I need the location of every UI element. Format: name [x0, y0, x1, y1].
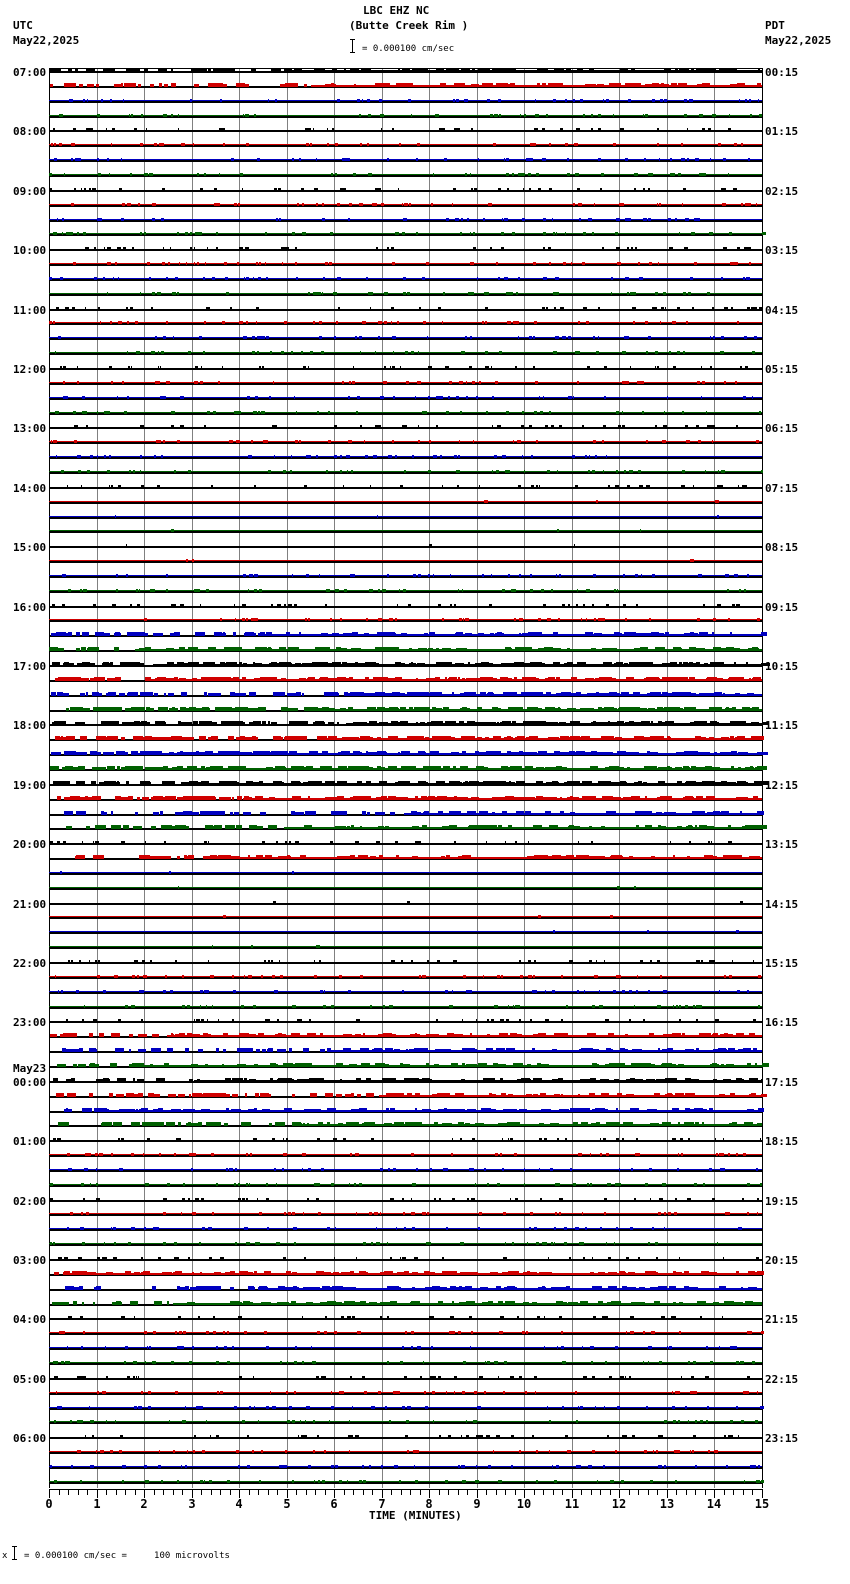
- pdt-hour-label: 19:15: [765, 1195, 799, 1208]
- x-axis-tick: [268, 1489, 269, 1495]
- x-axis-tick: [591, 1489, 592, 1495]
- trace-row: [49, 814, 762, 816]
- x-tick-label: 5: [283, 1497, 291, 1511]
- trace-row: [49, 383, 762, 385]
- x-axis-tick: [401, 1489, 402, 1495]
- utc-hour-label: 18:00: [13, 719, 47, 732]
- x-axis-tick: [676, 1489, 677, 1495]
- x-axis-tick: [410, 1489, 411, 1495]
- trace-row: [49, 739, 762, 741]
- trace-row: [49, 130, 762, 132]
- trace-row: [49, 992, 762, 994]
- trace-row: [49, 145, 762, 147]
- trace-row: [49, 1081, 762, 1083]
- x-tick-label: 15: [754, 1497, 770, 1511]
- x-axis-tick: [515, 1489, 516, 1495]
- trace-row: [49, 1467, 762, 1469]
- trace-row: [49, 784, 762, 786]
- x-axis-tick: [154, 1489, 155, 1495]
- title-station: LBC EHZ NC: [363, 4, 430, 17]
- utc-hour-label: 21:00: [13, 898, 47, 911]
- trace-row: [49, 932, 762, 934]
- trace-row: [49, 888, 762, 890]
- trace-row: [49, 190, 762, 192]
- trace-row: [49, 160, 762, 162]
- x-axis-tick: [59, 1489, 60, 1495]
- x-axis-tick: [106, 1489, 107, 1495]
- x-axis-tick: [230, 1489, 231, 1495]
- pdt-hour-label: 11:15: [765, 719, 799, 732]
- x-tick-label: 13: [659, 1497, 675, 1511]
- pdt-hour-label: 22:15: [765, 1373, 799, 1386]
- trace-row: [49, 1111, 762, 1113]
- trace-row: [49, 487, 762, 489]
- trace-row: [49, 502, 762, 504]
- trace-row: [49, 1170, 762, 1172]
- left-timezone: UTC: [13, 19, 33, 32]
- utc-hour-label: 12:00: [13, 363, 47, 376]
- x-axis-title: TIME (MINUTES): [369, 1509, 462, 1522]
- trace-row: [49, 220, 762, 222]
- pdt-hour-label: 06:15: [765, 422, 799, 435]
- x-axis-tick: [344, 1489, 345, 1495]
- utc-hour-label: 06:00: [13, 1432, 47, 1445]
- trace-row: [49, 1125, 762, 1127]
- x-axis-tick: [211, 1489, 212, 1495]
- trace-row: [49, 695, 762, 697]
- x-axis-tick: [353, 1489, 354, 1495]
- pdt-hour-label: 15:15: [765, 957, 799, 970]
- x-axis-tick: [686, 1489, 687, 1495]
- trace-row: [49, 1200, 762, 1202]
- trace-row: [49, 264, 762, 266]
- utc-hour-label: 03:00: [13, 1254, 47, 1267]
- trace-row: [49, 1363, 762, 1365]
- trace-row: [49, 962, 762, 964]
- trace-row: [49, 1051, 762, 1053]
- trace-row: [49, 323, 762, 325]
- x-axis-tick: [458, 1489, 459, 1495]
- x-axis-tick: [439, 1489, 440, 1495]
- x-tick-label: 7: [378, 1497, 386, 1511]
- footer-scale-prefix: x: [2, 1551, 8, 1561]
- utc-hour-label: 05:00: [13, 1373, 47, 1386]
- x-axis-tick: [173, 1489, 174, 1495]
- trace-row: [49, 86, 762, 88]
- x-axis-tick: [695, 1489, 696, 1495]
- scale-label: = 0.000100 cm/sec: [362, 44, 455, 54]
- trace-row: [49, 398, 762, 400]
- pdt-hour-label: 03:15: [765, 244, 799, 257]
- x-tick-label: 6: [330, 1497, 338, 1511]
- grid-line: [762, 68, 763, 1488]
- utc-hour-label: 22:00: [13, 957, 47, 970]
- trace-row: [49, 903, 762, 905]
- date-change-label: May23: [13, 1062, 47, 1075]
- x-axis-tick: [534, 1489, 535, 1495]
- trace-row: [49, 1096, 762, 1098]
- trace-row: [49, 858, 762, 860]
- footer-scale-text: = 0.000100 cm/sec = 100 microvolts: [24, 1551, 230, 1561]
- x-axis-tick: [315, 1489, 316, 1495]
- utc-hour-label: 13:00: [13, 422, 47, 435]
- x-axis-tick: [258, 1489, 259, 1495]
- trace-row: [49, 175, 762, 177]
- left-date: May22,2025: [13, 34, 80, 47]
- x-axis-tick: [220, 1489, 221, 1495]
- trace-row: [49, 1007, 762, 1009]
- right-date: May22,2025: [765, 34, 832, 47]
- utc-hour-label: 17:00: [13, 660, 47, 673]
- pdt-hour-label: 23:15: [765, 1432, 799, 1445]
- pdt-hour-label: 04:15: [765, 304, 799, 317]
- trace-row: [49, 591, 762, 593]
- utc-hour-label: 14:00: [13, 482, 47, 495]
- x-tick-label: 11: [564, 1497, 580, 1511]
- trace-row: [49, 116, 762, 118]
- x-axis-tick: [752, 1489, 753, 1495]
- trace-row: [49, 472, 762, 474]
- trace-row: [49, 546, 762, 548]
- x-axis-tick: [629, 1489, 630, 1495]
- trace-row: [49, 442, 762, 444]
- title-location: (Butte Creek Rim ): [349, 19, 469, 32]
- x-axis-tick: [543, 1489, 544, 1495]
- right-timezone: PDT: [765, 19, 785, 32]
- x-axis-tick: [372, 1489, 373, 1495]
- x-axis-tick: [306, 1489, 307, 1495]
- trace-row: [49, 205, 762, 207]
- x-axis-tick: [743, 1489, 744, 1495]
- trace-row: [49, 234, 762, 236]
- trace-row: [49, 1066, 762, 1068]
- trace-row: [49, 517, 762, 519]
- trace-row: [49, 576, 762, 578]
- utc-hour-label: 08:00: [13, 125, 47, 138]
- trace-row: [49, 1408, 762, 1410]
- trace-row: [49, 1437, 762, 1439]
- x-axis-tick: [467, 1489, 468, 1495]
- footer-scale-bar-icon: [14, 1546, 15, 1560]
- x-axis-tick: [87, 1489, 88, 1495]
- trace-row: [49, 1482, 762, 1484]
- trace-row: [49, 977, 762, 979]
- trace-row: [49, 606, 762, 608]
- trace-row: [49, 635, 762, 637]
- utc-hour-label: 16:00: [13, 601, 47, 614]
- trace-row: [49, 457, 762, 459]
- trace-row: [49, 1140, 762, 1142]
- x-axis-tick: [363, 1489, 364, 1495]
- trace-row: [49, 1155, 762, 1157]
- trace-row: [49, 427, 762, 429]
- x-axis-tick: [638, 1489, 639, 1495]
- x-axis-tick: [486, 1489, 487, 1495]
- pdt-hour-label: 00:15: [765, 66, 799, 79]
- utc-hour-label: 23:00: [13, 1016, 47, 1029]
- x-tick-label: 12: [611, 1497, 627, 1511]
- x-tick-label: 2: [140, 1497, 148, 1511]
- x-tick-label: 14: [706, 1497, 722, 1511]
- x-axis-tick: [581, 1489, 582, 1495]
- trace-row: [49, 1259, 762, 1261]
- x-axis-tick: [182, 1489, 183, 1495]
- trace-row: [49, 1393, 762, 1395]
- x-tick-label: 4: [235, 1497, 243, 1511]
- trace-row: [49, 338, 762, 340]
- x-axis-tick: [724, 1489, 725, 1495]
- trace-row: [49, 1289, 762, 1291]
- trace-row: [49, 1214, 762, 1216]
- x-axis-tick: [68, 1489, 69, 1495]
- utc-hour-label: 04:00: [13, 1313, 47, 1326]
- x-axis-tick: [135, 1489, 136, 1495]
- trace-row: [49, 710, 762, 712]
- x-axis-tick: [201, 1489, 202, 1495]
- x-axis-tick: [448, 1489, 449, 1495]
- pdt-hour-label: 20:15: [765, 1254, 799, 1267]
- trace-row: [49, 1318, 762, 1320]
- trace-row: [49, 1378, 762, 1380]
- pdt-hour-label: 08:15: [765, 541, 799, 554]
- x-axis-tick: [648, 1489, 649, 1495]
- x-axis-tick: [562, 1489, 563, 1495]
- trace-row: [49, 71, 762, 73]
- seismogram-plot: [49, 68, 762, 1488]
- pdt-hour-label: 01:15: [765, 125, 799, 138]
- pdt-hour-label: 05:15: [765, 363, 799, 376]
- trace-row: [49, 620, 762, 622]
- trace-row: [49, 828, 762, 830]
- x-axis-tick: [420, 1489, 421, 1495]
- x-tick-label: 0: [45, 1497, 53, 1511]
- pdt-hour-label: 17:15: [765, 1076, 799, 1089]
- trace-row: [49, 754, 762, 756]
- pdt-hour-label: 13:15: [765, 838, 799, 851]
- x-tick-label: 9: [473, 1497, 481, 1511]
- trace-row: [49, 368, 762, 370]
- utc-hour-label: 11:00: [13, 304, 47, 317]
- utc-hour-label: 15:00: [13, 541, 47, 554]
- trace-row: [49, 873, 762, 875]
- x-axis-tick: [249, 1489, 250, 1495]
- x-axis-tick: [277, 1489, 278, 1495]
- pdt-hour-label: 18:15: [765, 1135, 799, 1148]
- trace-row: [49, 799, 762, 801]
- x-tick-label: 1: [93, 1497, 101, 1511]
- trace-row: [49, 1244, 762, 1246]
- x-axis-tick: [496, 1489, 497, 1495]
- trace-row: [49, 1452, 762, 1454]
- x-axis-tick: [296, 1489, 297, 1495]
- pdt-hour-label: 09:15: [765, 601, 799, 614]
- pdt-hour-label: 10:15: [765, 660, 799, 673]
- trace-row: [49, 947, 762, 949]
- utc-hour-label: 00:00: [13, 1076, 47, 1089]
- x-axis-tick: [125, 1489, 126, 1495]
- trace-row: [49, 279, 762, 281]
- x-axis-tick: [657, 1489, 658, 1495]
- utc-hour-label: 09:00: [13, 185, 47, 198]
- x-axis-tick: [733, 1489, 734, 1495]
- trace-row: [49, 101, 762, 103]
- trace-row: [49, 769, 762, 771]
- utc-hour-label: 19:00: [13, 779, 47, 792]
- trace-row: [49, 724, 762, 726]
- trace-row: [49, 1422, 762, 1424]
- x-axis-tick: [391, 1489, 392, 1495]
- utc-hour-label: 20:00: [13, 838, 47, 851]
- trace-row: [49, 1229, 762, 1231]
- trace-row: [49, 843, 762, 845]
- trace-row: [49, 1021, 762, 1023]
- x-axis-tick: [705, 1489, 706, 1495]
- pdt-hour-label: 14:15: [765, 898, 799, 911]
- pdt-hour-label: 21:15: [765, 1313, 799, 1326]
- trace-row: [49, 294, 762, 296]
- trace-row: [49, 413, 762, 415]
- pdt-hour-label: 12:15: [765, 779, 799, 792]
- trace-row: [49, 1304, 762, 1306]
- trace-row: [49, 650, 762, 652]
- x-axis-tick: [78, 1489, 79, 1495]
- x-tick-label: 10: [516, 1497, 532, 1511]
- x-axis-line: [49, 1489, 763, 1490]
- x-axis-tick: [116, 1489, 117, 1495]
- x-axis-tick: [600, 1489, 601, 1495]
- trace-row: [49, 680, 762, 682]
- pdt-hour-label: 16:15: [765, 1016, 799, 1029]
- x-axis-tick: [505, 1489, 506, 1495]
- trace-row: [49, 1185, 762, 1187]
- pdt-hour-label: 07:15: [765, 482, 799, 495]
- x-axis-tick: [325, 1489, 326, 1495]
- utc-hour-label: 02:00: [13, 1195, 47, 1208]
- utc-hour-label: 10:00: [13, 244, 47, 257]
- trace-row: [49, 1274, 762, 1276]
- trace-row: [49, 353, 762, 355]
- trace-row: [49, 309, 762, 311]
- trace-row: [49, 1333, 762, 1335]
- x-axis-tick: [553, 1489, 554, 1495]
- x-axis-tick: [163, 1489, 164, 1495]
- scale-bar-icon: [352, 39, 353, 53]
- trace-row: [49, 249, 762, 251]
- x-tick-label: 3: [188, 1497, 196, 1511]
- trace-row: [49, 917, 762, 919]
- utc-hour-label: 07:00: [13, 66, 47, 79]
- trace-row: [49, 1036, 762, 1038]
- pdt-hour-label: 02:15: [765, 185, 799, 198]
- x-axis-tick: [610, 1489, 611, 1495]
- trace-row: [49, 665, 762, 667]
- trace-row: [49, 1348, 762, 1350]
- trace-row: [49, 561, 762, 563]
- trace-row: [49, 531, 762, 533]
- utc-hour-label: 01:00: [13, 1135, 47, 1148]
- x-tick-label: 8: [425, 1497, 433, 1511]
